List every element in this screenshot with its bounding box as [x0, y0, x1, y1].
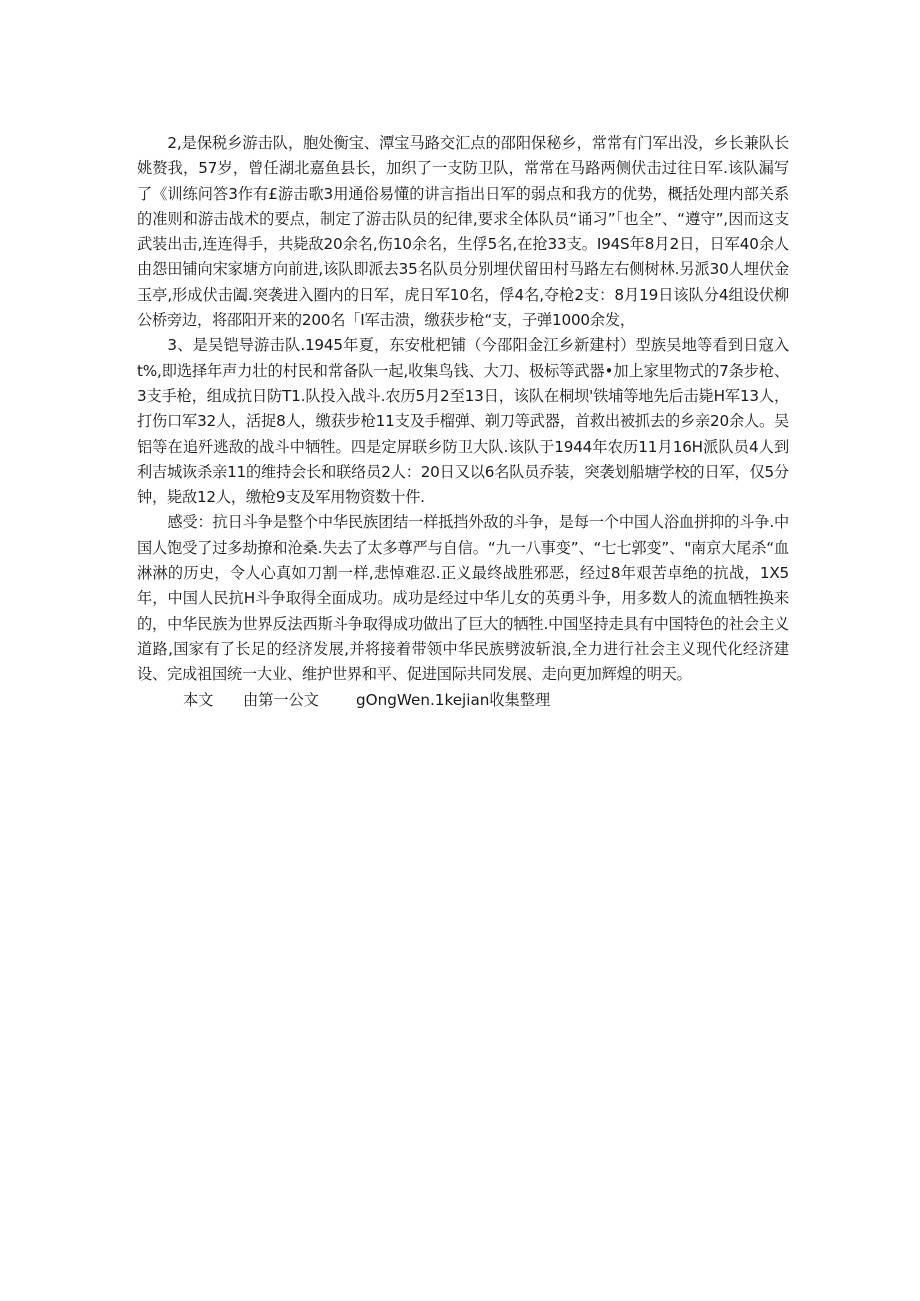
footer-part-2: 由第一公文 [243, 690, 319, 709]
paragraph-wukai-guerrilla: 3、是吴铠导游击队.1945年夏，东安枇杷铺（今邵阳金江乡新建村）型族吴地等看到日寇入t%,即选择年声力壮的村民和常备队一起,收集鸟钱、大刀、极标等武器•加上家里物式的7条步枪、3支手枪，组成抗日防T1.队投入战斗.农历5月2至13日，该队在桐坝'铁埔等地先后击毙H军13人，打伤口军32人，活捉8人，缴获步枪11支及手榴弹、剃刀等武器，首救出被抓去的乡亲20余人。吴铝等在追歼逃敌的战斗中牺牲。四是定屏联乡防卫大队.该队于1944年农历11月16H派队员4人到利吉城诙杀亲11的维持会长和联络员2人：20日又以6名队员乔装，突袭划船塘学校的日军，仅5分钟，毙敌12人，缴枪9支及军用物资数十件. [137, 336, 789, 507]
source-footer [137, 688, 789, 713]
paragraph-reflection: 感受：抗日斗争是整个中华民族团结一样抵挡外敌的斗争，是每一个中国人浴血拼抑的斗争.中国人饱受了过多劫撩和沧桑.失去了太多尊严与自信。“九一八事变”、“七七郭变”、"南京大尾杀“血淋淋的历史，令人心真如刀割一样,悲悼难忍.正义最终战胜邪恶，经过8年艰苦卓绝的抗战，1X5年，中国人民抗H斗争取得全面成功。成功是经过中华儿女的英勇斗争，用多数人的流血牺牲换来的，中华民族为世界反法西斯斗争取得成功做出了巨大的牺牲.中国坚持走具有中国特色的社会主义道路,国家有了长足的经济发展,并将接着带领中华民族劈波斩浪,全力进行社会主义现代化经济建设、完成祖国统一大业、维护世界和平、促进国际共同发展、走向更加辉煌的明天。 [137, 513, 789, 684]
paragraph-baoshui-guerrilla: 2,是保税乡游击队，胞处衡宝、潭宝马路交汇点的邵阳保秘乡，常常有门军出没，乡长兼队长姚赘我，57岁，曾任湖北嘉鱼县长，加织了一支防卫队，常常在马路两侧伏击过往日军.该队漏写了《训练问答3作有£游击歌3用通俗易懂的讲言指出日军的弱点和我方的优势，概括处理内部关系的准则和游击战术的要点，制定了游击队员的纪律,要求全体队员“诵习”「也全”、“遵守”,因而这支武装出击,连连得手，共毙敌20余名,伤10余名，生俘5名,在抢33支。I94S年8月2日，日军40余人由怨田铺向宋家塘方向前进,该队即派去35名队员分别埋伏留田村马路左右侧树林.另派30人埋伏金玉亭,形成伏击阖.突袭进入圈内的日军，虎日军10名，俘4名,夺枪2支：8月19日该队分4组设伏柳公桥旁边，将邵阳开来的200名「I军击溃，缴获步枪“支，子弹1000余发， [137, 134, 789, 330]
footer-part-1: 本文 [183, 690, 214, 709]
footer-part-3: gOngWen.1kejian收集整理 [356, 690, 551, 709]
document-page [137, 131, 789, 713]
